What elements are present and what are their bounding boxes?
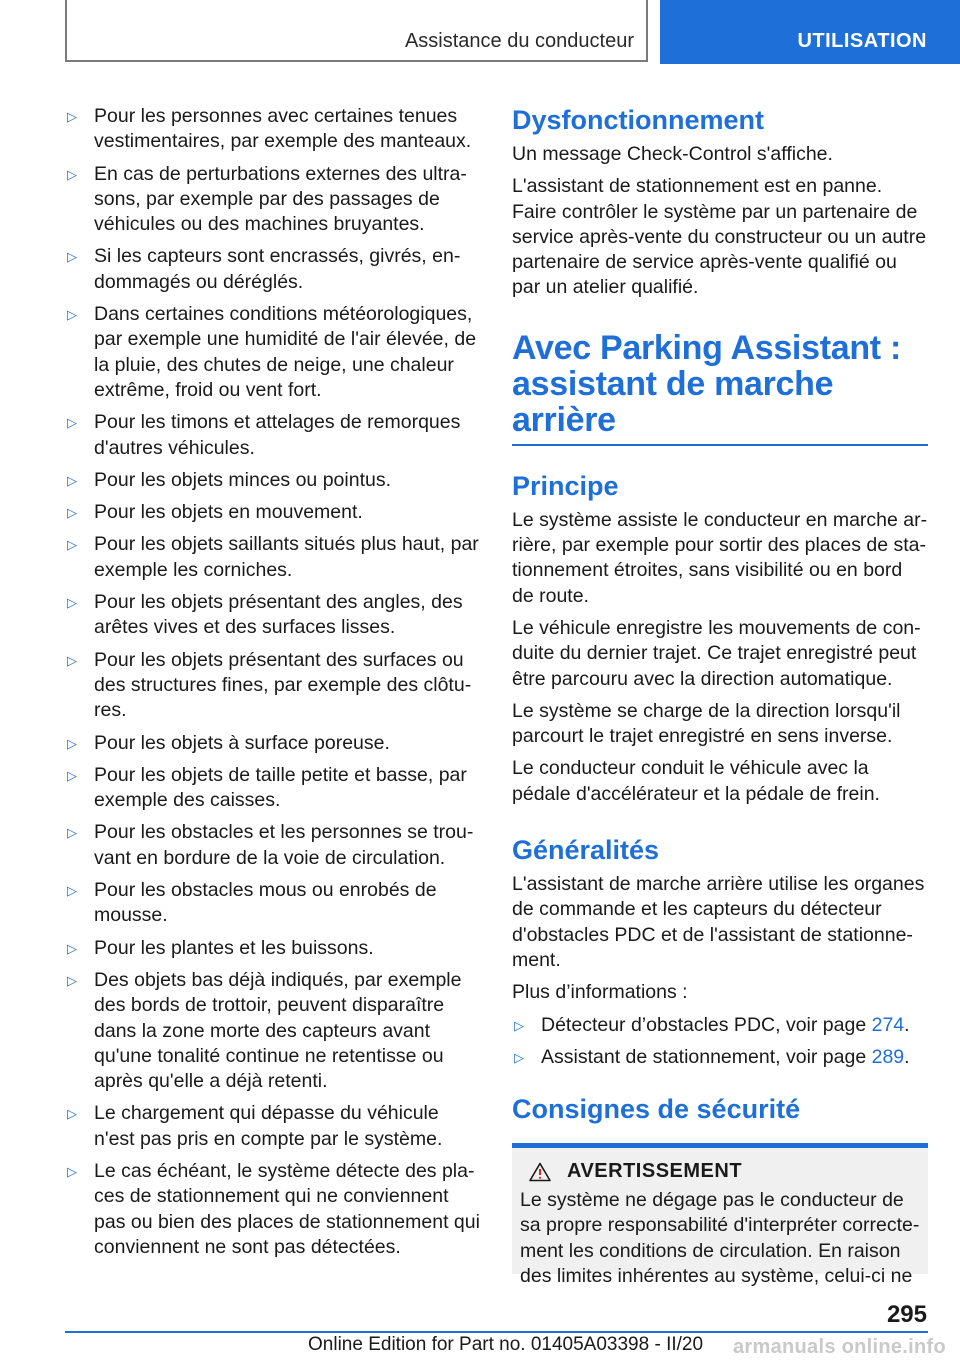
safety-heading: Consignes de sécurité: [512, 1094, 801, 1125]
list-item: ▷ Pour les timons et attelages de remorques d'autres véhicules.: [67, 411, 461, 459]
warning-text: Le système ne dégage pas le conducteur de sa propre responsabilité d'interpréter correctement les conditions de circulation. En raison des limites inhérentes au système, celui-ci ne: [520, 1189, 920, 1288]
triangle-bullet-icon: ▷: [67, 883, 77, 899]
triangle-bullet-icon: ▷: [67, 940, 77, 956]
list-item: ▷ Pour les objets saillants situés plus haut, par exemple les corniches.: [67, 533, 479, 581]
list-item: ▷ Pour les obstacles mous ou enrobés de mousse.: [67, 879, 437, 927]
list-item: ▷ Pour les personnes avec certaines tenues vestimentaires, par exemple des manteaux.: [67, 105, 472, 153]
chapter-heading: Avec Parking Assistant : assistant de marche arrière: [512, 330, 928, 446]
list-item: ▷ Si les capteurs sont encrassés, givrés, endommagés ou déréglés.: [67, 245, 461, 293]
list-item: ▷ Détecteur d’obstacles PDC, voir page 274.: [512, 1013, 928, 1038]
malfunction-paragraph: L'assistant de stationnement est en panne. Faire contrôler le système par un partenaire de service après-vente du constructeur ou un autre partenaire de service après-vente qualifié ou par un atelier qualifié.: [512, 175, 927, 299]
list-item: ▷ Pour les objets à surface poreuse.: [65, 731, 480, 756]
list-item: ▷ Dans certaines conditions météorologiques, par exemple une humidité de l'air élevée, de la pluie, des chutes de neige, une chaleur extrême, froid ou vent fort.: [67, 303, 477, 401]
general-paragraph: L'assistant de marche arrière utilise les organes de commande et les capteurs du détecteur d'obstacles PDC et de l'assistant de stationnement.: [512, 873, 925, 971]
triangle-bullet-icon: ▷: [67, 595, 77, 611]
list-item: ▷ Pour les objets minces ou pointus.: [65, 468, 480, 493]
general-paragraph: Plus d’informations :: [512, 981, 688, 1004]
right-column: [512, 104, 928, 1288]
principle-paragraph: Le conducteur conduit le véhicule avec la pédale d'accélérateur et la pédale de frein.: [512, 757, 880, 805]
triangle-bullet-icon: ▷: [67, 767, 77, 783]
principle-paragraph: Le système assiste le conducteur en marche arrière, par exemple pour sortir des places de stationnement étroites, sans visibilité ou en bord de route.: [512, 508, 928, 607]
page-link[interactable]: 289: [871, 1045, 905, 1068]
triangle-bullet-icon: ▷: [67, 1106, 77, 1122]
reference-list: [512, 1013, 928, 1071]
triangle-bullet-icon: ▷: [67, 652, 77, 668]
list-item: ▷ Le cas échéant, le système détecte des places de stationnement qui ne conviennent pas ou bien des places de stationnement qui conviennent ne sont pas détectées.: [67, 1159, 480, 1258]
triangle-bullet-icon: ▷: [67, 249, 77, 265]
left-column: [65, 104, 480, 1267]
warning-triangle-icon: [529, 1162, 551, 1182]
warning-title: AVERTISSEMENT: [567, 1160, 743, 1183]
triangle-bullet-icon: ▷: [514, 1049, 524, 1065]
list-item: ▷ Pour les objets présentant des angles, des arêtes vives et des surfaces lisses.: [67, 591, 463, 639]
page-link[interactable]: 274: [871, 1013, 905, 1036]
list-item: ▷ Pour les objets en mouvement.: [65, 500, 480, 525]
triangle-bullet-icon: ▷: [67, 537, 77, 553]
triangle-bullet-icon: ▷: [67, 1163, 77, 1179]
malfunction-paragraph: Un message Check-Control s'affiche.: [512, 143, 833, 165]
chapter-title: Assistance du conducteur: [404, 30, 634, 52]
header-chapter-box: [65, 0, 648, 62]
triangle-bullet-icon: ▷: [67, 735, 77, 751]
general-heading: Généralités: [512, 835, 660, 866]
malfunction-heading: Dysfonctionnement: [512, 105, 765, 135]
watermark-logo: armanuals online.info: [733, 1336, 946, 1358]
principle-heading: Principe: [512, 470, 619, 501]
principle-paragraph: Le véhicule enregistre les mouvements de conduite du dernier trajet. Ce trajet enregistré peut être parcouru avec la direction automatique.: [512, 616, 921, 690]
triangle-bullet-icon: ▷: [67, 109, 77, 124]
triangle-bullet-icon: ▷: [67, 415, 77, 431]
limitations-list: [65, 104, 480, 1260]
list-item: ▷ En cas de perturbations externes des ultrasons, par exemple par des passages de véhicules ou des machines bruyantes.: [67, 162, 467, 236]
page-number: 295: [886, 1301, 927, 1328]
list-item: ▷ Pour les objets de taille petite et basse, par exemple des caisses.: [67, 763, 467, 812]
list-item: ▷ Pour les obstacles et les personnes se trouvant en bordure de la voie de circulation.: [67, 821, 474, 869]
triangle-bullet-icon: ▷: [67, 505, 77, 521]
triangle-bullet-icon: ▷: [67, 166, 77, 182]
list-item: ▷ Pour les plantes et les buissons.: [65, 936, 480, 961]
section-title: UTILISATION: [797, 30, 927, 52]
list-item: ▷ Le chargement qui dépasse du véhicule n'est pas pris en compte par le système.: [67, 1102, 443, 1150]
header-section-box: [660, 0, 960, 64]
footer-rule: [65, 1331, 928, 1333]
triangle-bullet-icon: ▷: [67, 307, 77, 323]
edition-text: Online Edition for Part no. 01405A03398 - II/20: [308, 1334, 704, 1355]
warning-box: [512, 1143, 928, 1288]
triangle-bullet-icon: ▷: [67, 472, 77, 488]
triangle-bullet-icon: ▷: [67, 972, 77, 988]
list-item: ▷ Assistant de stationnement, voir page 289.: [512, 1045, 928, 1070]
triangle-bullet-icon: ▷: [514, 1017, 524, 1033]
list-item: ▷ Pour les objets présentant des surfaces ou des structures fines, par exemple des clôtures.: [67, 648, 472, 722]
principle-paragraph: Le système se charge de la direction lorsqu'il parcourt le trajet enregistré en sens inverse.: [512, 699, 901, 748]
triangle-bullet-icon: ▷: [67, 825, 77, 841]
list-item: ▷ Des objets bas déjà indiqués, par exemple des bords de trottoir, peuvent disparaître dans la zone morte des capteurs avant qu'une tonalité continue ne retentisse ou après qu'elle a déjà retenti.: [67, 968, 462, 1093]
